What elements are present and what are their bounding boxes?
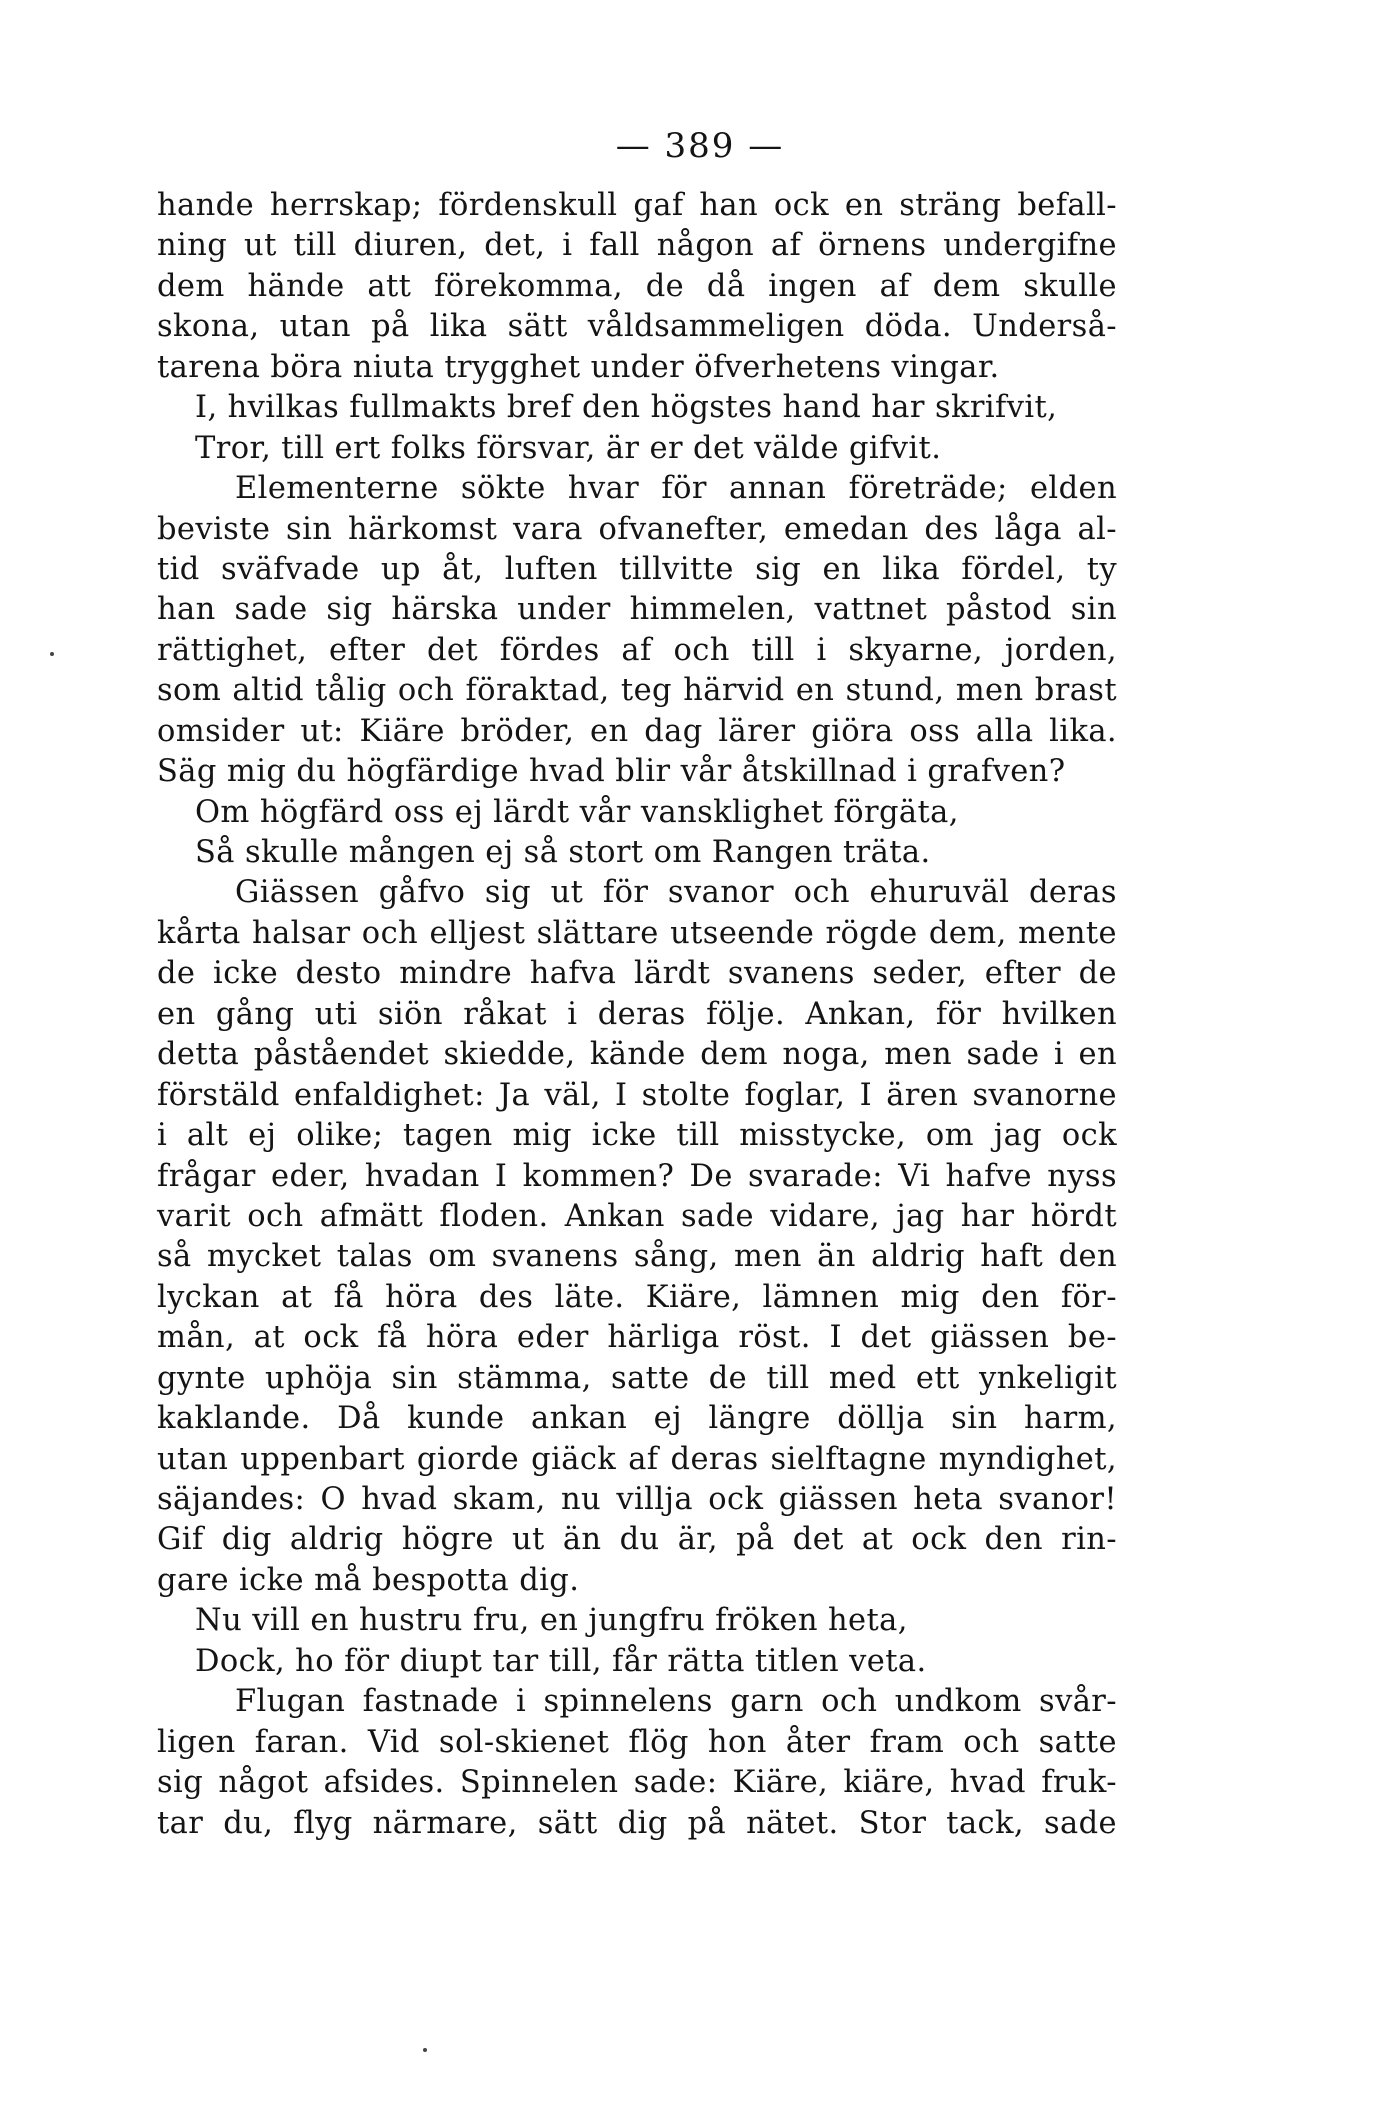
text-line: Flugan fastnade i spinnelens garn och undkom svår-: [235, 1684, 1117, 1720]
text-line: en gång uti siön råkat i deras följe. Ankan, för hvilken: [157, 996, 1117, 1032]
verse-line: I, hvilkas fullmakts bref den högstes hand har skrifvit,: [195, 390, 1058, 426]
verse-line: Nu vill en hustru fru, en jungfru fröken heta,: [195, 1603, 908, 1639]
text-line: dem hände att förekomma, de då ingen af dem skulle: [157, 268, 1117, 304]
text-line: kaklande. Då kunde ankan ej längre döllja sin harm,: [157, 1401, 1117, 1437]
text-line: tid sväfvade up åt, luften tillvitte sig en lika fördel, ty: [157, 551, 1117, 587]
text-line: Gif dig aldrig högre ut än du är, på det at ock den rin-: [157, 1522, 1117, 1558]
text-line: Elementerne sökte hvar för annan företräde; elden: [235, 471, 1117, 507]
body-text: [157, 186, 1117, 1844]
text-line: Säg mig du högfärdige hvad blir vår åtskillnad i grafven?: [157, 754, 1066, 790]
verse-line: Så skulle mången ej så stort om Rangen träta.: [195, 835, 931, 870]
text-line: varit och afmätt floden. Ankan sade vidare, jag har hördt: [157, 1198, 1117, 1234]
text-line: tar du, flyg närmare, sätt dig på nätet. Stor tack, sade: [157, 1805, 1117, 1841]
paper-speck: [50, 652, 54, 656]
text-line: han sade sig härska under himmelen, vattnet påstod sin: [157, 592, 1117, 628]
text-line: så mycket talas om svanens sång, men än aldrig haft den: [157, 1239, 1117, 1275]
text-line: säjandes: O hvad skam, nu villja ock giässen heta svanor!: [157, 1482, 1117, 1517]
text-line: hande herrskap; fördenskull gaf han ock en sträng befall-: [157, 188, 1117, 223]
text-line: tarena böra niuta trygghet under öfverhetens vingar.: [157, 349, 1000, 385]
text-line: lyckan at få höra des läte. Kiäre, lämnen mig den för-: [157, 1279, 1117, 1315]
text-line: kårta halsar och elljest slättare utseende rögde dem, mente: [157, 915, 1117, 951]
text-line: gare icke må bespotta dig.: [157, 1562, 580, 1598]
verse-line: Dock, ho för diupt tar till, får rätta titlen veta.: [195, 1643, 927, 1679]
text-line: beviste sin härkomst vara ofvanefter, emedan des låga al-: [157, 511, 1117, 547]
text-line: utan uppenbart giorde giäck af deras sielftagne myndighet,: [157, 1441, 1117, 1477]
text-line: detta påståendet skiedde, kände dem noga, men sade i en: [157, 1037, 1117, 1073]
text-line: som altid tålig och föraktad, teg härvid en stund, men brast: [157, 673, 1117, 709]
text-line: gynte uphöja sin stämma, satte de till med ett ynkeligit: [157, 1360, 1117, 1396]
text-line: skona, utan på lika sätt våldsammeligen döda. Underså-: [157, 309, 1117, 345]
text-line: frågar eder, hvadan I kommen? De svarade: Vi hafve nyss: [157, 1158, 1117, 1194]
text-line: omsider ut: Kiäre bröder, en dag lärer giöra oss alla lika.: [157, 713, 1117, 749]
text-line: ligen faran. Vid sol-skienet flög hon åter fram och satte: [157, 1724, 1117, 1760]
text-line: rättighet, efter det fördes af och till i skyarne, jorden,: [157, 632, 1117, 668]
text-line: ning ut till diuren, det, i fall någon af örnens undergifne: [157, 228, 1117, 264]
verse-line: Om högfärd oss ej lärdt vår vansklighet förgäta,: [195, 794, 959, 830]
text-line: mån, at ock få höra eder härliga röst. I det giässen be-: [157, 1320, 1117, 1356]
text-line: Giässen gåfvo sig ut för svanor och ehuruväl deras: [235, 875, 1117, 911]
text-line: i alt ej olike; tagen mig icke till misstycke, om jag ock: [157, 1118, 1117, 1154]
page-number: — 389 —: [615, 126, 785, 166]
text-line: de icke desto mindre hafva lärdt svanens seder, efter de: [157, 956, 1117, 992]
verse-line: Tror, till ert folks försvar, är er det välde gifvit.: [195, 430, 942, 466]
text-line: sig något afsides. Spinnelen sade: Kiäre, kiäre, hvad fruk-: [157, 1765, 1117, 1801]
paper-speck: [423, 2048, 427, 2052]
text-line: förstäld enfaldighet: Ja väl, I stolte foglar, I ären svanorne: [157, 1077, 1117, 1113]
